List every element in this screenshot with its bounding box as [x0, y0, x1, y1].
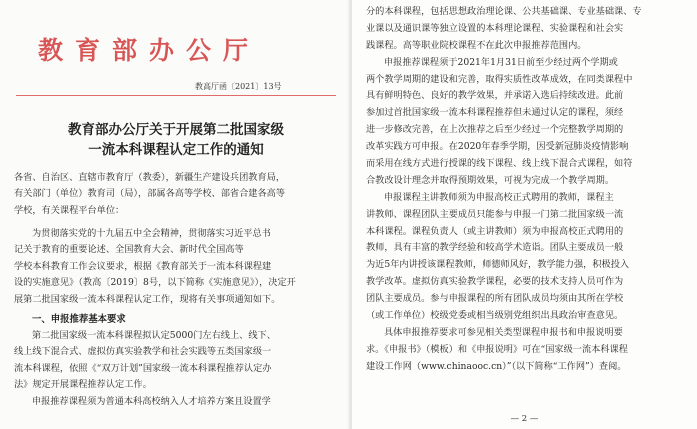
- text-line: 分的本科课程，包括思想政治理论课、公共基础课、专业基础课、专: [366, 6, 642, 17]
- text-line: 本科课程。课程负责人（或主讲教师）须为申报高校正式聘用的: [366, 225, 624, 237]
- text-line: 教学改革。虚拟仿真实验教学课程，必要的技术支持人员可作为: [366, 276, 624, 288]
- text-line: 有关部门（单位）教育司（局），部属各高等学校、部省合建各高等: [14, 188, 286, 200]
- notice-title-line-1: 教育部办公厅关于开展第二批国家级: [68, 122, 284, 138]
- text-line: 流本科课程，依照《“双万计划”国家级一流本科课程推荐认定办: [14, 362, 272, 374]
- text-line: 为近5年内讲授该课程教师，师德师风好，教学能力强，积极投入: [366, 259, 630, 271]
- section-1-heading: 一、申报推荐基本要求: [32, 314, 126, 325]
- notice-title-line-2: 一流本科课程认定工作的通知: [88, 142, 264, 158]
- text-line: 教师，具有丰富的教学经验和较高学术造诣。团队主要成员一般: [366, 242, 624, 254]
- text-line: 法》规定开展课程推荐认定工作。: [14, 379, 152, 391]
- text-line: 业课以及通识课等独立设置的本科理论课程、实验课程和社会实: [366, 22, 624, 34]
- text-line: 而采用在线方式进行授课的线下课程、线上线下混合式课程，如符: [366, 158, 633, 170]
- text-line: 团队主要成员。参与申报课程的所有团队成员均须由其所在学校: [366, 293, 624, 305]
- text-line: 展第二批国家级一流本科课程认定工作，现将有关事项通知如下。: [14, 293, 281, 305]
- text-line: 学校，有关课程平台单位：: [14, 204, 125, 216]
- text-line: 讲教师、课程团队主要成员只能参与申报一门第二批国家级一流: [366, 208, 624, 220]
- org-header-title: 教育部办公厅: [38, 36, 261, 65]
- page-number: — 2 —: [510, 414, 539, 424]
- text-line: 各省、自治区、直辖市教育厅（教委），新疆生产建设兵团教育局，: [14, 172, 286, 183]
- text-line: （或工作单位）校级党委或相当级别党组织出具政治审查意见。: [366, 310, 624, 322]
- text-line: 求。《申报书》（模板）和《申报说明》可在“国家级一流本科课程: [366, 343, 628, 355]
- text-line: 参加过首批国家级一流本科课程推荐但未通过认定的课程，须经: [366, 107, 624, 119]
- text-line: 学校本科教育工作会议要求，根据《教育部关于一流本科课程建: [14, 260, 272, 272]
- text-line: 建设工作网（www.chinaooc.cn）”（以下简称“工作网”）查阅。: [366, 360, 627, 372]
- text-line: 改革实践方可申报。在2020年春季学期，因受新冠肺炎疫情影响: [366, 141, 629, 153]
- text-line: 申报推荐课程须为普通本科高校纳入人才培养方案且设置学: [32, 395, 271, 407]
- text-line: 申报推荐课程须于2021年1月31日前至少经过两个学期或: [384, 56, 618, 68]
- text-line: 具有鲜明特色、良好的教学效果，并承诺入选后持续改进。此前: [366, 90, 624, 102]
- text-line: 为贯彻落实党的十九届五中全会精神，贯彻落实习近平总书: [32, 228, 271, 239]
- right-page: [352, 0, 697, 429]
- section-1-paragraph: [14, 328, 276, 410]
- text-line: 申报课程主讲教师须为申报高校正式聘用的教师，课程主: [384, 191, 614, 203]
- document-number: 教高厅函〔2021〕13号: [195, 82, 282, 91]
- intro-paragraph: [14, 226, 296, 308]
- text-line: 合教改设计理念并取得预期效果，可视为完成一个教学周期。: [366, 174, 615, 186]
- addressee-paragraph: [14, 170, 285, 219]
- right-column-text: [366, 4, 642, 376]
- red-divider-line: [16, 95, 336, 96]
- text-line: 线上线下混合式、虚拟仿真实验教学和社会实践等五类国家级一: [14, 346, 272, 358]
- text-line: 第二批国家级一流本科课程拟认定5000门左右线上、线下、: [32, 330, 276, 341]
- text-line: 设的实施意见》（教高〔2019〕8号，以下简称《实施意见》），决定开: [14, 277, 296, 289]
- text-line: 践课程。高等职业院校课程不在此次申报推荐范围内。: [366, 39, 587, 51]
- text-line: 记关于教育的重要论述、全国教育大会、新时代全国高等: [14, 244, 244, 256]
- text-line: 进一步修改完善，在上次推荐之后至少经过一个完整教学周期的: [366, 124, 624, 136]
- text-line: 具体申报推荐要求可参见相关类型课程申报书和申报说明要: [384, 326, 623, 338]
- text-line: 两个教学周期的建设和完善，取得实质性改革成效，在同类课程中: [366, 73, 633, 85]
